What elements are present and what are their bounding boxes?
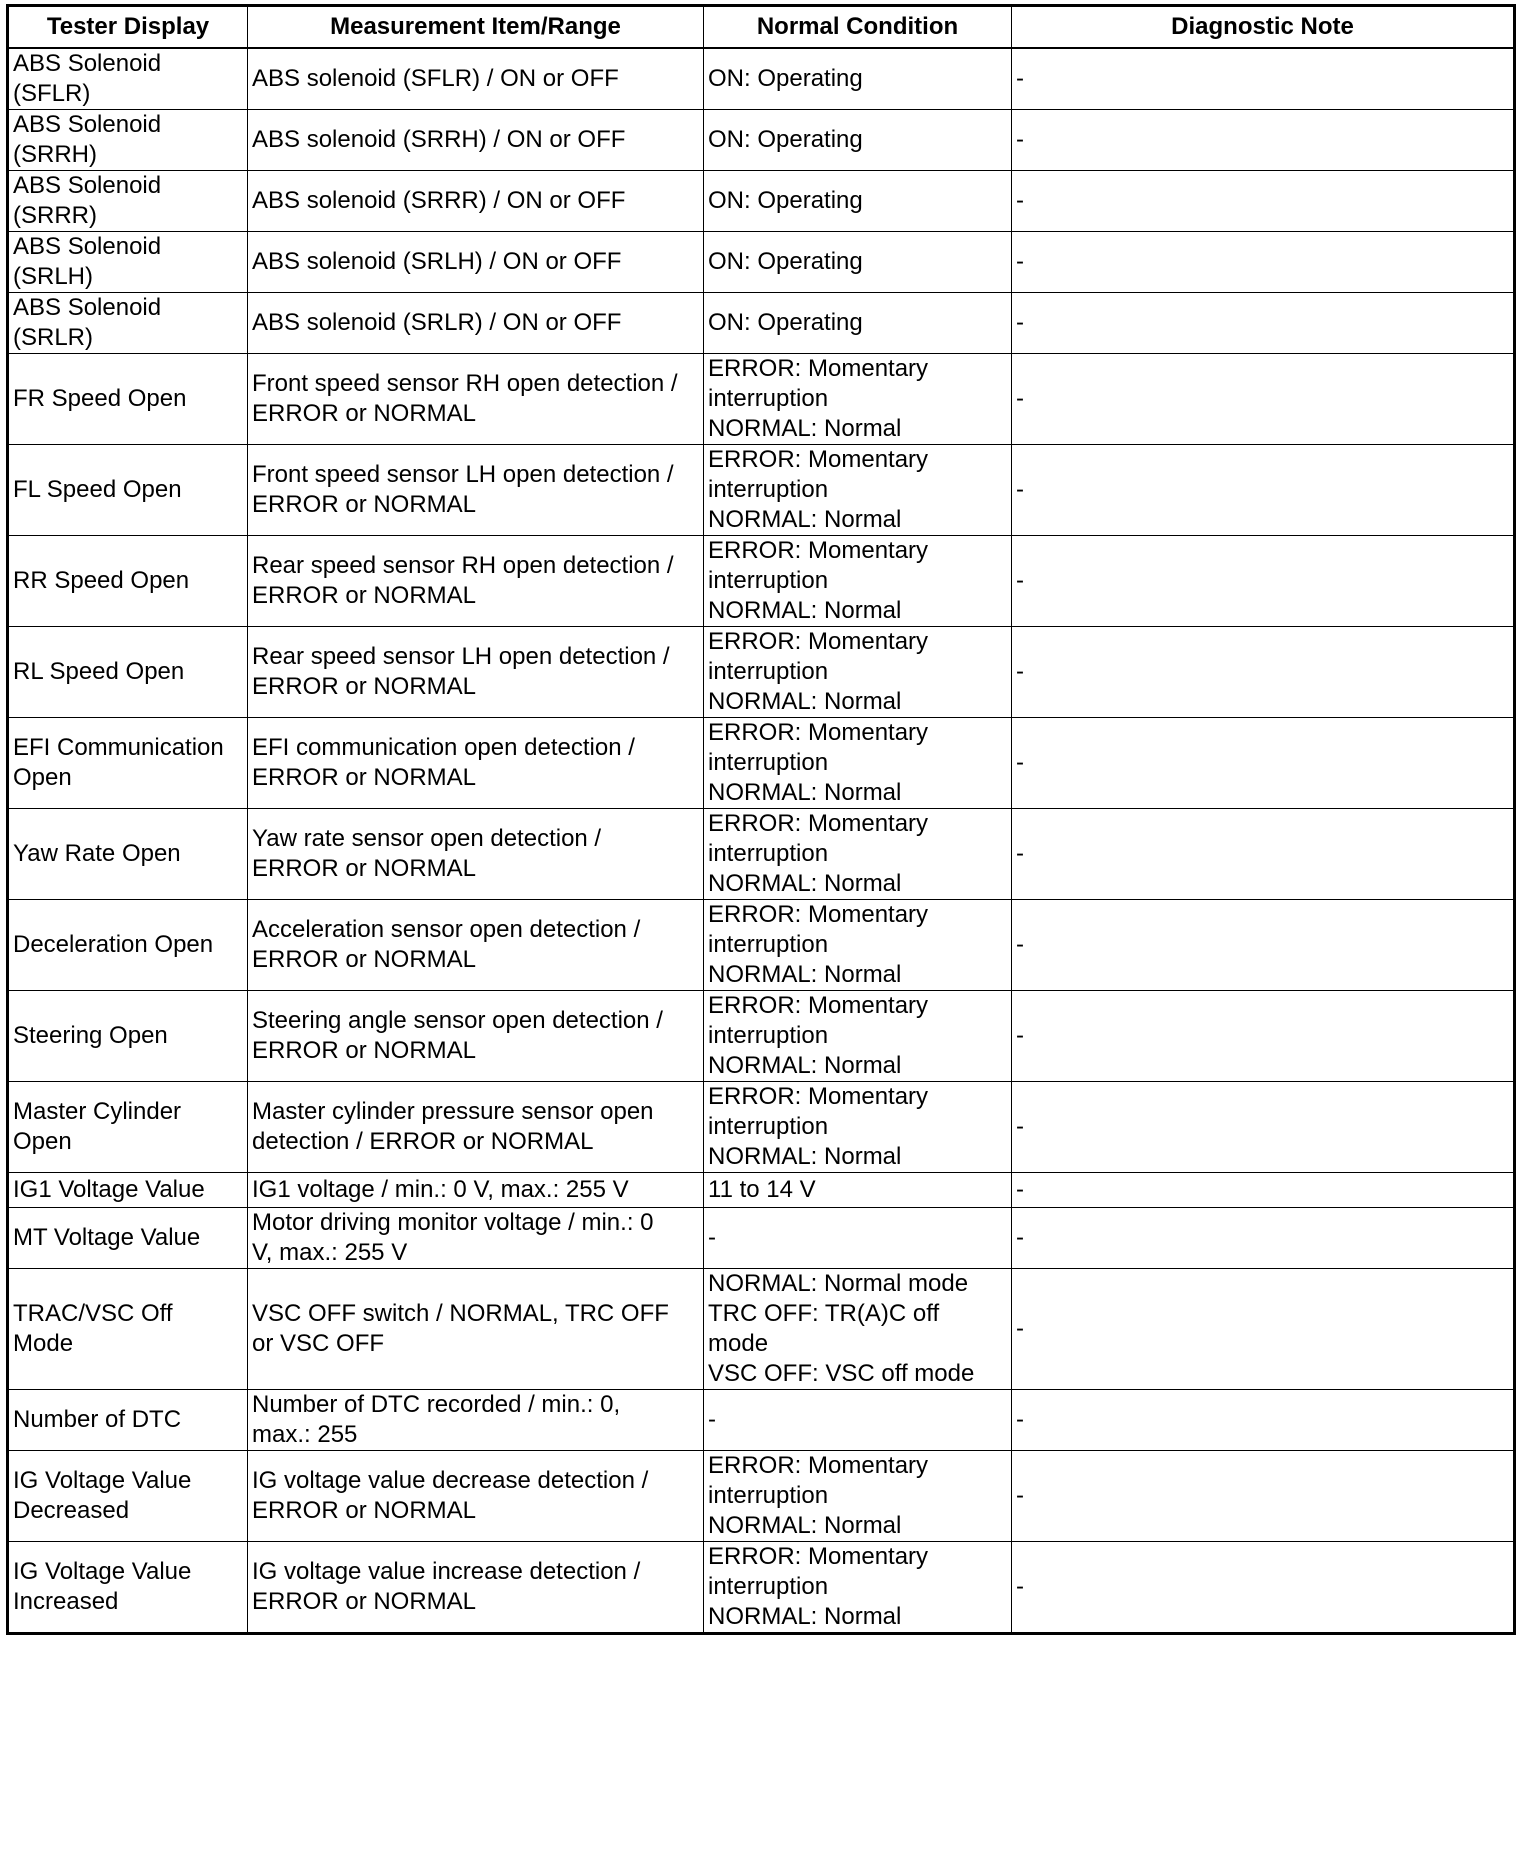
- cell-normal-condition: ERROR: Momentary interruption NORMAL: Normal: [704, 900, 1012, 991]
- cell-diagnostic-note: -: [1012, 536, 1515, 627]
- cell-normal-condition: ERROR: Momentary interruption NORMAL: Normal: [704, 1082, 1012, 1173]
- cell-normal-condition: ERROR: Momentary interruption NORMAL: Normal: [704, 718, 1012, 809]
- header-normal-condition: Normal Condition: [704, 6, 1012, 49]
- cell-normal-condition: ERROR: Momentary interruption NORMAL: Normal: [704, 991, 1012, 1082]
- data-list-table: [6, 4, 1516, 1635]
- cell-diagnostic-note: -: [1012, 627, 1515, 718]
- table-row: [8, 1208, 1515, 1269]
- cell-diagnostic-note: -: [1012, 1082, 1515, 1173]
- cell-tester-display: Number of DTC: [8, 1390, 248, 1451]
- table-row: [8, 293, 1515, 354]
- cell-tester-display: IG Voltage Value Decreased: [8, 1451, 248, 1542]
- cell-measurement-item: Front speed sensor LH open detection / ERROR or NORMAL: [248, 445, 704, 536]
- cell-tester-display: ABS Solenoid (SRLR): [8, 293, 248, 354]
- table-row: [8, 536, 1515, 627]
- cell-normal-condition: ERROR: Momentary interruption NORMAL: Normal: [704, 354, 1012, 445]
- cell-measurement-item: Rear speed sensor LH open detection / ERROR or NORMAL: [248, 627, 704, 718]
- cell-normal-condition: ERROR: Momentary interruption NORMAL: Normal: [704, 1542, 1012, 1634]
- table-row: [8, 900, 1515, 991]
- table-row: [8, 1542, 1515, 1634]
- table-row: [8, 1173, 1515, 1208]
- cell-tester-display: RL Speed Open: [8, 627, 248, 718]
- cell-tester-display: ABS Solenoid (SRRH): [8, 110, 248, 171]
- cell-measurement-item: Rear speed sensor RH open detection / ERROR or NORMAL: [248, 536, 704, 627]
- cell-diagnostic-note: -: [1012, 1173, 1515, 1208]
- cell-measurement-item: Steering angle sensor open detection / ERROR or NORMAL: [248, 991, 704, 1082]
- cell-measurement-item: Acceleration sensor open detection / ERROR or NORMAL: [248, 900, 704, 991]
- table-row: [8, 1451, 1515, 1542]
- cell-tester-display: Yaw Rate Open: [8, 809, 248, 900]
- cell-tester-display: IG Voltage Value Increased: [8, 1542, 248, 1634]
- table-row: [8, 1269, 1515, 1390]
- cell-normal-condition: ERROR: Momentary interruption NORMAL: Normal: [704, 536, 1012, 627]
- table-row: [8, 354, 1515, 445]
- header-diagnostic-note: Diagnostic Note: [1012, 6, 1515, 49]
- cell-diagnostic-note: -: [1012, 293, 1515, 354]
- table-row: [8, 110, 1515, 171]
- cell-diagnostic-note: -: [1012, 48, 1515, 110]
- cell-measurement-item: VSC OFF switch / NORMAL, TRC OFF or VSC OFF: [248, 1269, 704, 1390]
- table-row: [8, 1082, 1515, 1173]
- table-row: [8, 718, 1515, 809]
- cell-diagnostic-note: -: [1012, 232, 1515, 293]
- cell-measurement-item: Yaw rate sensor open detection / ERROR or NORMAL: [248, 809, 704, 900]
- table-row: [8, 809, 1515, 900]
- cell-measurement-item: Master cylinder pressure sensor open detection / ERROR or NORMAL: [248, 1082, 704, 1173]
- cell-measurement-item: ABS solenoid (SFLR) / ON or OFF: [248, 48, 704, 110]
- cell-normal-condition: -: [704, 1208, 1012, 1269]
- cell-normal-condition: ERROR: Momentary interruption NORMAL: Normal: [704, 809, 1012, 900]
- cell-tester-display: MT Voltage Value: [8, 1208, 248, 1269]
- cell-measurement-item: Motor driving monitor voltage / min.: 0 V, max.: 255 V: [248, 1208, 704, 1269]
- cell-normal-condition: ON: Operating: [704, 232, 1012, 293]
- cell-normal-condition: ON: Operating: [704, 171, 1012, 232]
- cell-normal-condition: ON: Operating: [704, 48, 1012, 110]
- table-row: [8, 171, 1515, 232]
- cell-tester-display: FL Speed Open: [8, 445, 248, 536]
- cell-normal-condition: ERROR: Momentary interruption NORMAL: Normal: [704, 627, 1012, 718]
- cell-normal-condition: 11 to 14 V: [704, 1173, 1012, 1208]
- cell-tester-display: RR Speed Open: [8, 536, 248, 627]
- table-row: [8, 991, 1515, 1082]
- cell-tester-display: TRAC/VSC Off Mode: [8, 1269, 248, 1390]
- cell-measurement-item: ABS solenoid (SRRR) / ON or OFF: [248, 171, 704, 232]
- cell-tester-display: ABS Solenoid (SFLR): [8, 48, 248, 110]
- cell-diagnostic-note: -: [1012, 1208, 1515, 1269]
- cell-measurement-item: Front speed sensor RH open detection / ERROR or NORMAL: [248, 354, 704, 445]
- cell-measurement-item: EFI communication open detection / ERROR or NORMAL: [248, 718, 704, 809]
- cell-diagnostic-note: -: [1012, 809, 1515, 900]
- cell-normal-condition: ERROR: Momentary interruption NORMAL: Normal: [704, 1451, 1012, 1542]
- cell-measurement-item: IG voltage value decrease detection / ERROR or NORMAL: [248, 1451, 704, 1542]
- cell-diagnostic-note: -: [1012, 445, 1515, 536]
- cell-measurement-item: IG voltage value increase detection / ERROR or NORMAL: [248, 1542, 704, 1634]
- cell-normal-condition: NORMAL: Normal mode TRC OFF: TR(A)C off mode VSC OFF: VSC off mode: [704, 1269, 1012, 1390]
- cell-tester-display: ABS Solenoid (SRLH): [8, 232, 248, 293]
- cell-tester-display: IG1 Voltage Value: [8, 1173, 248, 1208]
- table-row: [8, 48, 1515, 110]
- cell-normal-condition: ON: Operating: [704, 110, 1012, 171]
- cell-tester-display: Deceleration Open: [8, 900, 248, 991]
- cell-tester-display: EFI Communication Open: [8, 718, 248, 809]
- table-row: [8, 232, 1515, 293]
- cell-diagnostic-note: -: [1012, 110, 1515, 171]
- cell-measurement-item: Number of DTC recorded / min.: 0, max.: 255: [248, 1390, 704, 1451]
- cell-diagnostic-note: -: [1012, 900, 1515, 991]
- cell-diagnostic-note: -: [1012, 991, 1515, 1082]
- cell-diagnostic-note: -: [1012, 718, 1515, 809]
- cell-tester-display: FR Speed Open: [8, 354, 248, 445]
- cell-tester-display: ABS Solenoid (SRRR): [8, 171, 248, 232]
- table-row: [8, 1390, 1515, 1451]
- table-header: [8, 6, 1515, 49]
- cell-measurement-item: ABS solenoid (SRRH) / ON or OFF: [248, 110, 704, 171]
- header-measurement-item: Measurement Item/Range: [248, 6, 704, 49]
- cell-diagnostic-note: -: [1012, 171, 1515, 232]
- cell-measurement-item: ABS solenoid (SRLR) / ON or OFF: [248, 293, 704, 354]
- header-tester-display: Tester Display: [8, 6, 248, 49]
- cell-diagnostic-note: -: [1012, 1390, 1515, 1451]
- table-row: [8, 627, 1515, 718]
- cell-tester-display: Steering Open: [8, 991, 248, 1082]
- cell-normal-condition: ERROR: Momentary interruption NORMAL: Normal: [704, 445, 1012, 536]
- cell-tester-display: Master Cylinder Open: [8, 1082, 248, 1173]
- cell-normal-condition: ON: Operating: [704, 293, 1012, 354]
- cell-diagnostic-note: -: [1012, 1451, 1515, 1542]
- cell-diagnostic-note: -: [1012, 1269, 1515, 1390]
- cell-diagnostic-note: -: [1012, 1542, 1515, 1634]
- cell-measurement-item: IG1 voltage / min.: 0 V, max.: 255 V: [248, 1173, 704, 1208]
- cell-normal-condition: -: [704, 1390, 1012, 1451]
- table-row: [8, 445, 1515, 536]
- cell-measurement-item: ABS solenoid (SRLH) / ON or OFF: [248, 232, 704, 293]
- table-body: [8, 48, 1515, 1634]
- cell-diagnostic-note: -: [1012, 354, 1515, 445]
- header-row: [8, 6, 1515, 49]
